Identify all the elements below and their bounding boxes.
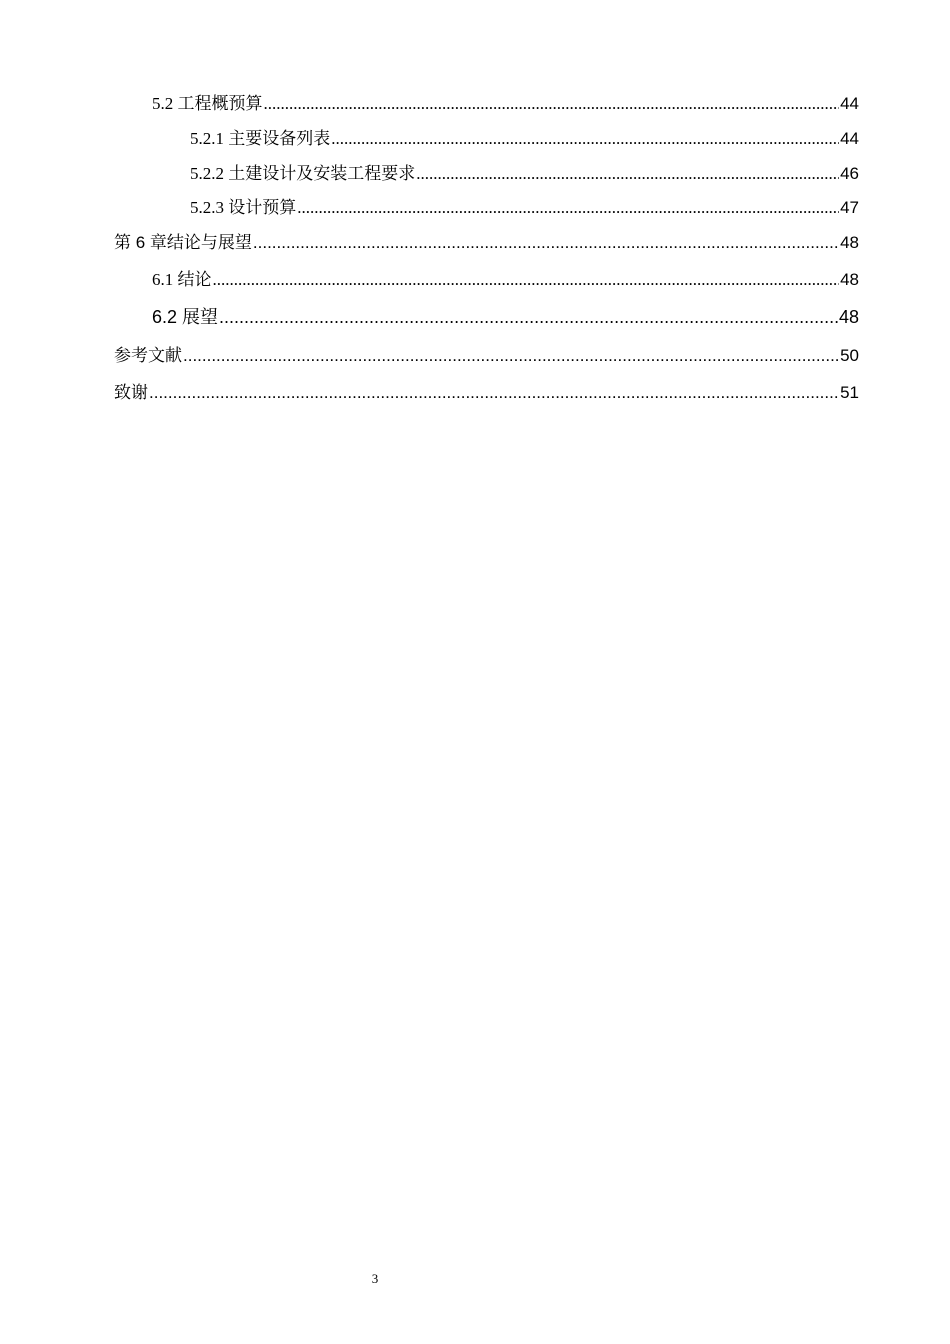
toc-entry-5-2-1[interactable] bbox=[190, 130, 859, 147]
toc-dot-leader bbox=[149, 384, 839, 401]
toc-entry-label: 5.2.1 主要设备列表 bbox=[190, 129, 331, 148]
toc-entry-page: 47 bbox=[840, 198, 859, 217]
toc-entry-page: 44 bbox=[840, 129, 859, 148]
toc-dot-leader bbox=[253, 234, 839, 251]
toc-entry-page: 48 bbox=[840, 233, 859, 252]
toc-entry-label: 5.2.2 土建设计及安装工程要求 bbox=[190, 164, 416, 183]
toc-entry-page: 46 bbox=[840, 164, 859, 183]
toc-dot-leader bbox=[183, 347, 839, 364]
toc-dot-leader bbox=[297, 199, 839, 216]
toc-entry-page: 50 bbox=[840, 346, 859, 365]
toc-entry-page: 48 bbox=[838, 307, 859, 327]
toc-entry-6-1[interactable] bbox=[152, 271, 859, 288]
toc-dot-leader bbox=[331, 130, 839, 147]
toc-dot-leader bbox=[264, 95, 840, 112]
toc-entry-label: 参考文献 bbox=[114, 346, 182, 365]
toc-dot-leader bbox=[213, 271, 840, 288]
toc-entry-label: 6.2 展望 bbox=[152, 307, 219, 327]
toc-entry-page: 51 bbox=[840, 383, 859, 402]
toc-entry-label: 5.2 工程概预算 bbox=[152, 94, 263, 113]
toc-entry-5-2-3[interactable] bbox=[190, 199, 859, 216]
toc-entry-references[interactable] bbox=[114, 347, 859, 364]
page-number: 3 bbox=[371, 1271, 379, 1286]
toc-entry-label: 5.2.3 设计预算 bbox=[190, 198, 297, 217]
toc-entry-5-2-2[interactable] bbox=[190, 165, 859, 182]
toc-entry-6-2[interactable] bbox=[152, 308, 859, 326]
toc-dot-leader bbox=[219, 308, 838, 326]
toc-entry-acknowledgements[interactable] bbox=[114, 384, 859, 401]
toc-entry-page: 44 bbox=[840, 94, 859, 113]
toc-entry-page: 48 bbox=[840, 270, 859, 289]
toc-dot-leader bbox=[416, 165, 839, 182]
toc-entry-label: 致谢 bbox=[114, 383, 148, 402]
toc-entry-5-2[interactable] bbox=[152, 95, 859, 112]
toc-entry-label: 第 6 章结论与展望 bbox=[114, 233, 252, 252]
toc-entry-label: 6.1 结论 bbox=[152, 270, 212, 289]
toc-entry-chapter-6[interactable] bbox=[114, 234, 859, 251]
